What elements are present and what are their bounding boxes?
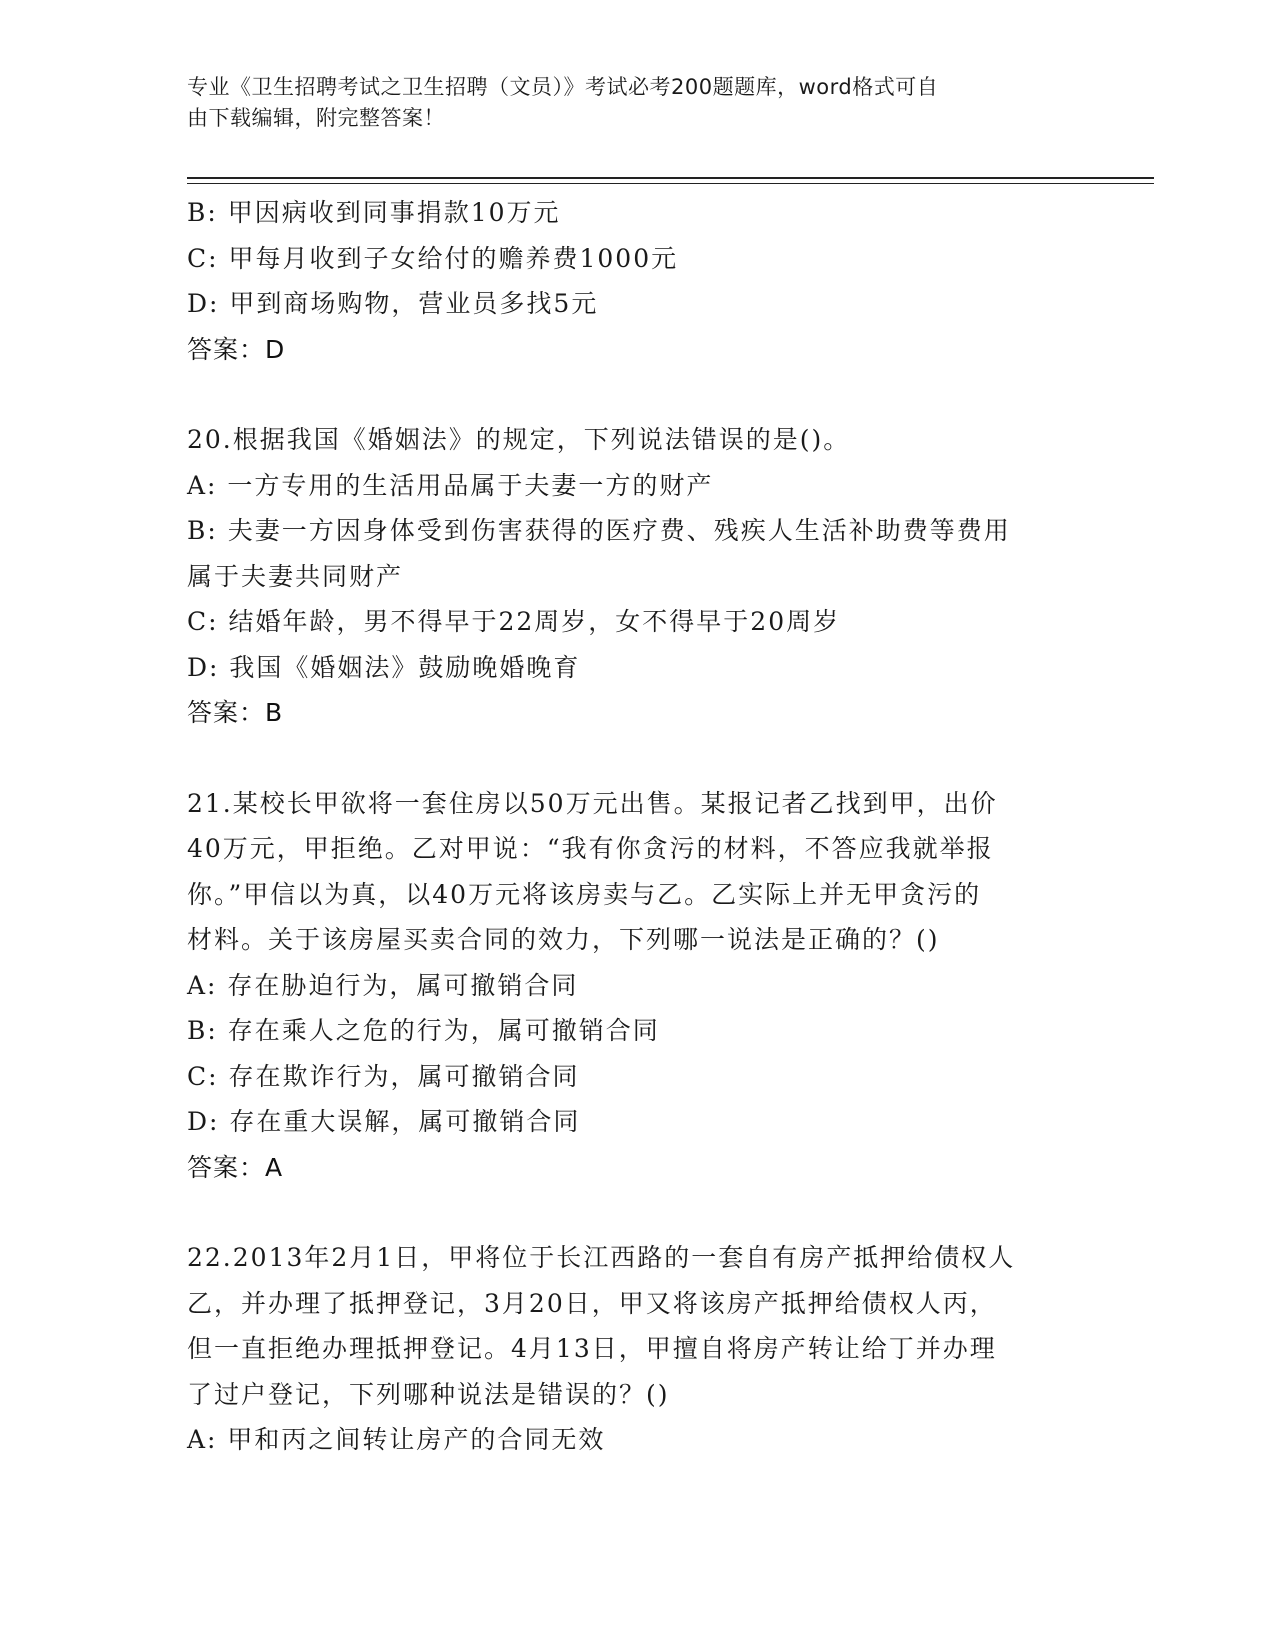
spacer: [187, 736, 1087, 781]
header-divider-thin: [187, 183, 1154, 184]
q21-stem-line4: 材料。关于该房屋买卖合同的效力，下列哪一说法是正确的？(): [187, 925, 940, 954]
q21-option-a: A: 存在胁迫行为，属可撤销合同: [187, 970, 579, 1000]
q22-stem-line4: 了过户登记，下列哪种说法是错误的？(): [187, 1379, 670, 1409]
q21-stem-line3: 你。”甲信以为真，以40万元将该房卖与乙。乙实际上并无甲贪污的: [187, 879, 982, 909]
q21-option-b: B: 存在乘人之危的行为，属可撤销合同: [187, 1016, 660, 1045]
question-20: [187, 417, 1087, 736]
header-line-2: 由下载编辑，附完整答案！: [187, 106, 445, 130]
q19-option-d: D: 甲到商场购物，营业员多找5元: [187, 289, 599, 318]
q20-option-b-line1: B: 夫妻一方因身体受到伤害获得的医疗费、残疾人生活补助费等费用: [187, 516, 1011, 545]
q19-option-b: B: 甲因病收到同事捐款10万元: [187, 198, 561, 227]
question-content: [187, 190, 1087, 1463]
q20-answer: 答案：B: [187, 698, 284, 727]
q20-option-d: D: 我国《婚姻法》鼓励晚婚晚育: [187, 652, 581, 682]
q22-option-a: A: 甲和丙之间转让房产的合同无效: [187, 1425, 606, 1454]
q22-stem-line3: 但一直拒绝办理抵押登记。4月13日，甲擅自将房产转让给丁并办理: [187, 1334, 997, 1363]
q21-stem-line1: 21.某校长甲欲将一套住房以50万元出售。某报记者乙找到甲，出价: [187, 788, 998, 818]
spacer: [187, 372, 1087, 417]
q20-option-b-line2: 属于夫妻共同财产: [187, 561, 404, 591]
header-line-1: 专业《卫生招聘考试之卫生招聘（文员）》考试必考200题题库，word格式可自: [187, 75, 939, 99]
question-22: [187, 1235, 1087, 1463]
q20-option-c: C: 结婚年龄，男不得早于22周岁，女不得早于20周岁: [187, 607, 841, 636]
q22-stem-line2: 乙，并办理了抵押登记，3月20日，甲又将该房产抵押给债权人丙，: [187, 1288, 997, 1318]
q21-stem-line2: 40万元，甲拒绝。乙对甲说：“我有你贪污的材料，不答应我就举报: [187, 834, 994, 863]
q21-option-d: D: 存在重大误解，属可撤销合同: [187, 1107, 581, 1136]
q19-option-c: C: 甲每月收到子女给付的赡养费1000元: [187, 243, 679, 273]
document-header: [187, 72, 1067, 134]
q20-option-a: A: 一方专用的生活用品属于夫妻一方的财产: [187, 470, 714, 500]
q21-option-c: C: 存在欺诈行为，属可撤销合同: [187, 1061, 580, 1091]
q19-answer: 答案：D: [187, 334, 286, 364]
q22-stem-line1: 22.2013年2月1日，甲将位于长江西路的一套自有房产抵押给债权人: [187, 1243, 1016, 1272]
question-21: [187, 781, 1087, 1191]
spacer: [187, 1190, 1087, 1235]
q21-answer: 答案：A: [187, 1152, 284, 1182]
header-divider-thick: [187, 177, 1154, 179]
q20-stem: 20.根据我国《婚姻法》的规定，下列说法错误的是()。: [187, 425, 851, 454]
question-19: [187, 190, 1087, 372]
